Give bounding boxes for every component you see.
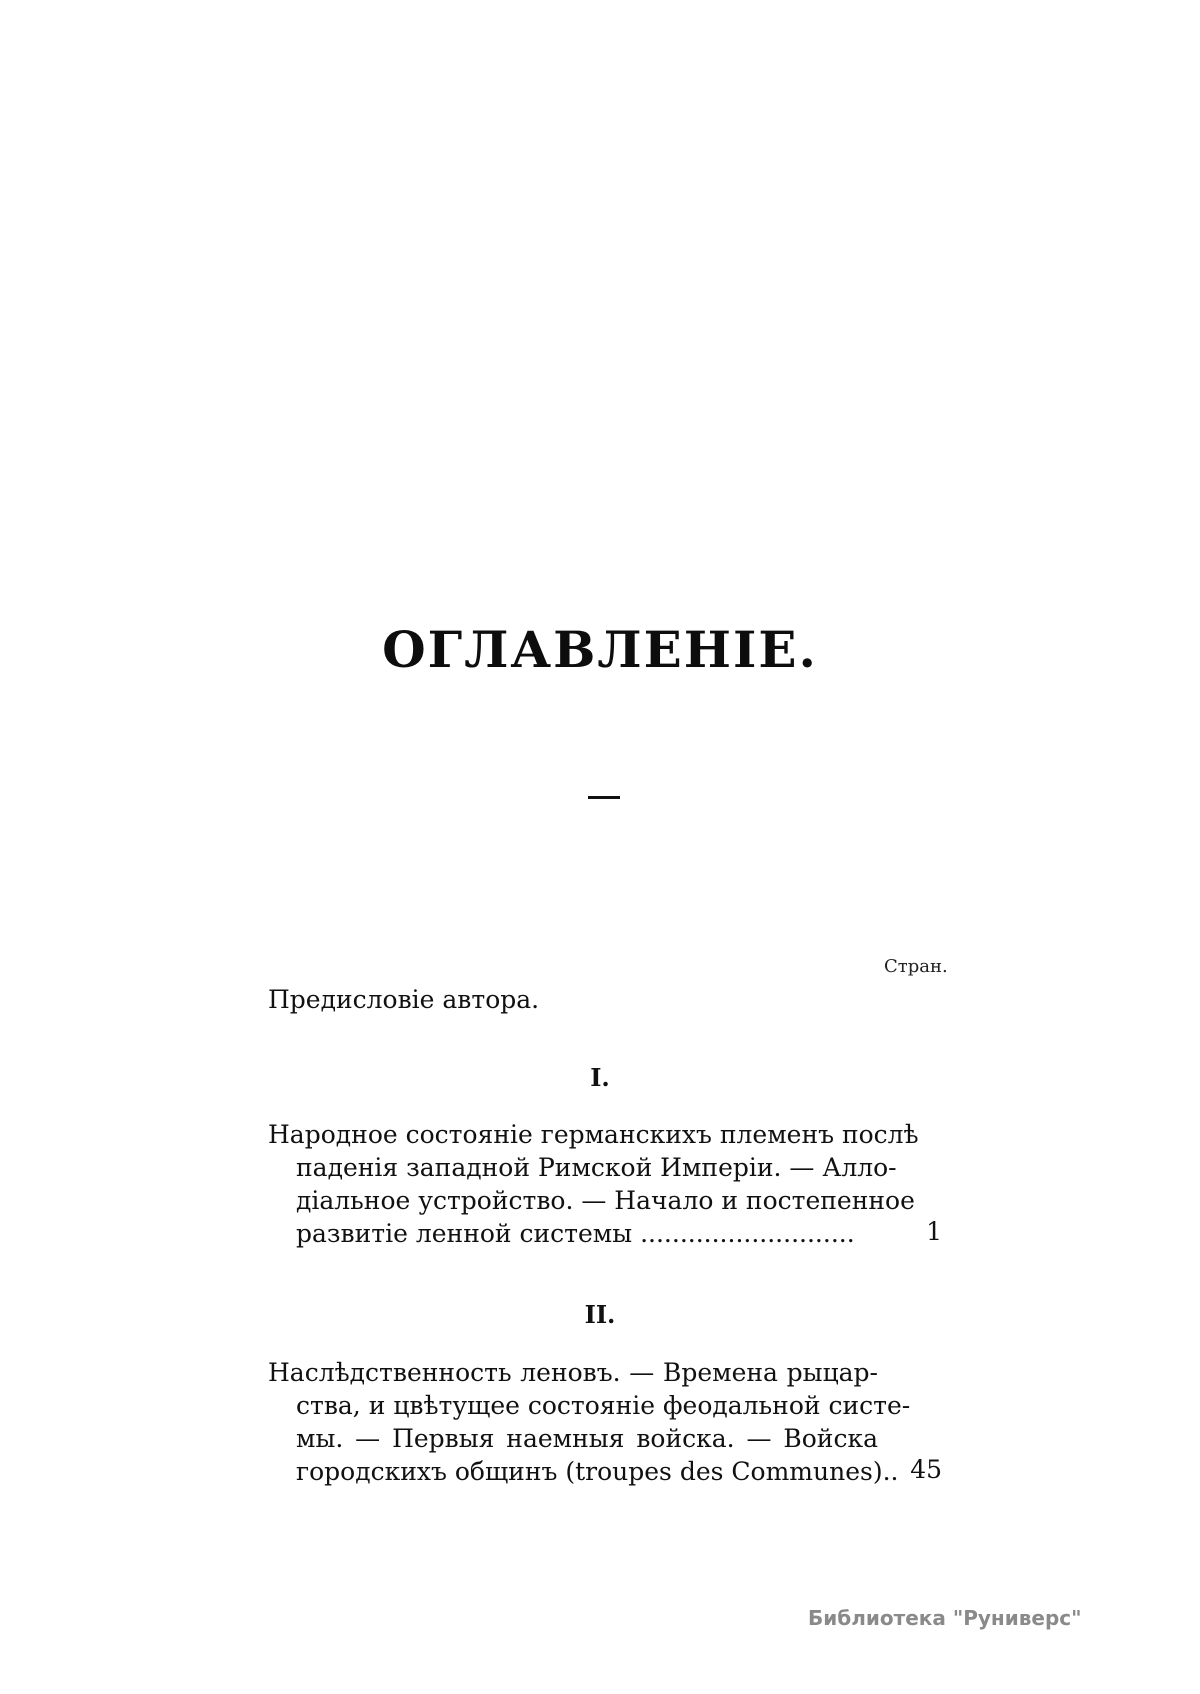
toc-entry-line: паденія западной Римской Имперіи. — Алло- — [296, 1153, 897, 1182]
toc-entry-line: развитіе ленной системы ........................... — [296, 1219, 855, 1248]
toc-page-number-1: 1 — [926, 1217, 942, 1246]
toc-entry-line: ства, и цвѣтущее состояніе феодальной систе- — [296, 1391, 911, 1420]
toc-page-number-2: 45 — [910, 1455, 942, 1484]
page-title: ОГЛАВЛЕНІЕ. — [382, 620, 818, 679]
toc-entry-line: мы. — Первыя наемныя войска. — Войска — [296, 1424, 878, 1453]
page-column-label: Стран. — [884, 956, 948, 977]
section-number-1: I. — [590, 1063, 610, 1092]
toc-entry-section-2 — [268, 1356, 911, 1488]
title-divider — [588, 796, 620, 799]
toc-entry-preface: Предисловіе автора. — [268, 985, 540, 1014]
toc-entry-line: Наслѣдственность леновъ. — Времена рыцар- — [268, 1358, 878, 1387]
library-watermark: Библиотека "Руниверс" — [808, 1606, 1082, 1630]
toc-entry-line: діальное устройство. — Начало и постепенное — [296, 1186, 915, 1215]
section-number-2: II. — [584, 1300, 616, 1329]
toc-entry-section-1 — [268, 1118, 919, 1250]
toc-entry-line: Народное состояніе германскихъ племенъ послѣ — [268, 1120, 919, 1149]
toc-entry-line: городскихъ общинъ (troupes des Communes).. — [296, 1457, 899, 1486]
